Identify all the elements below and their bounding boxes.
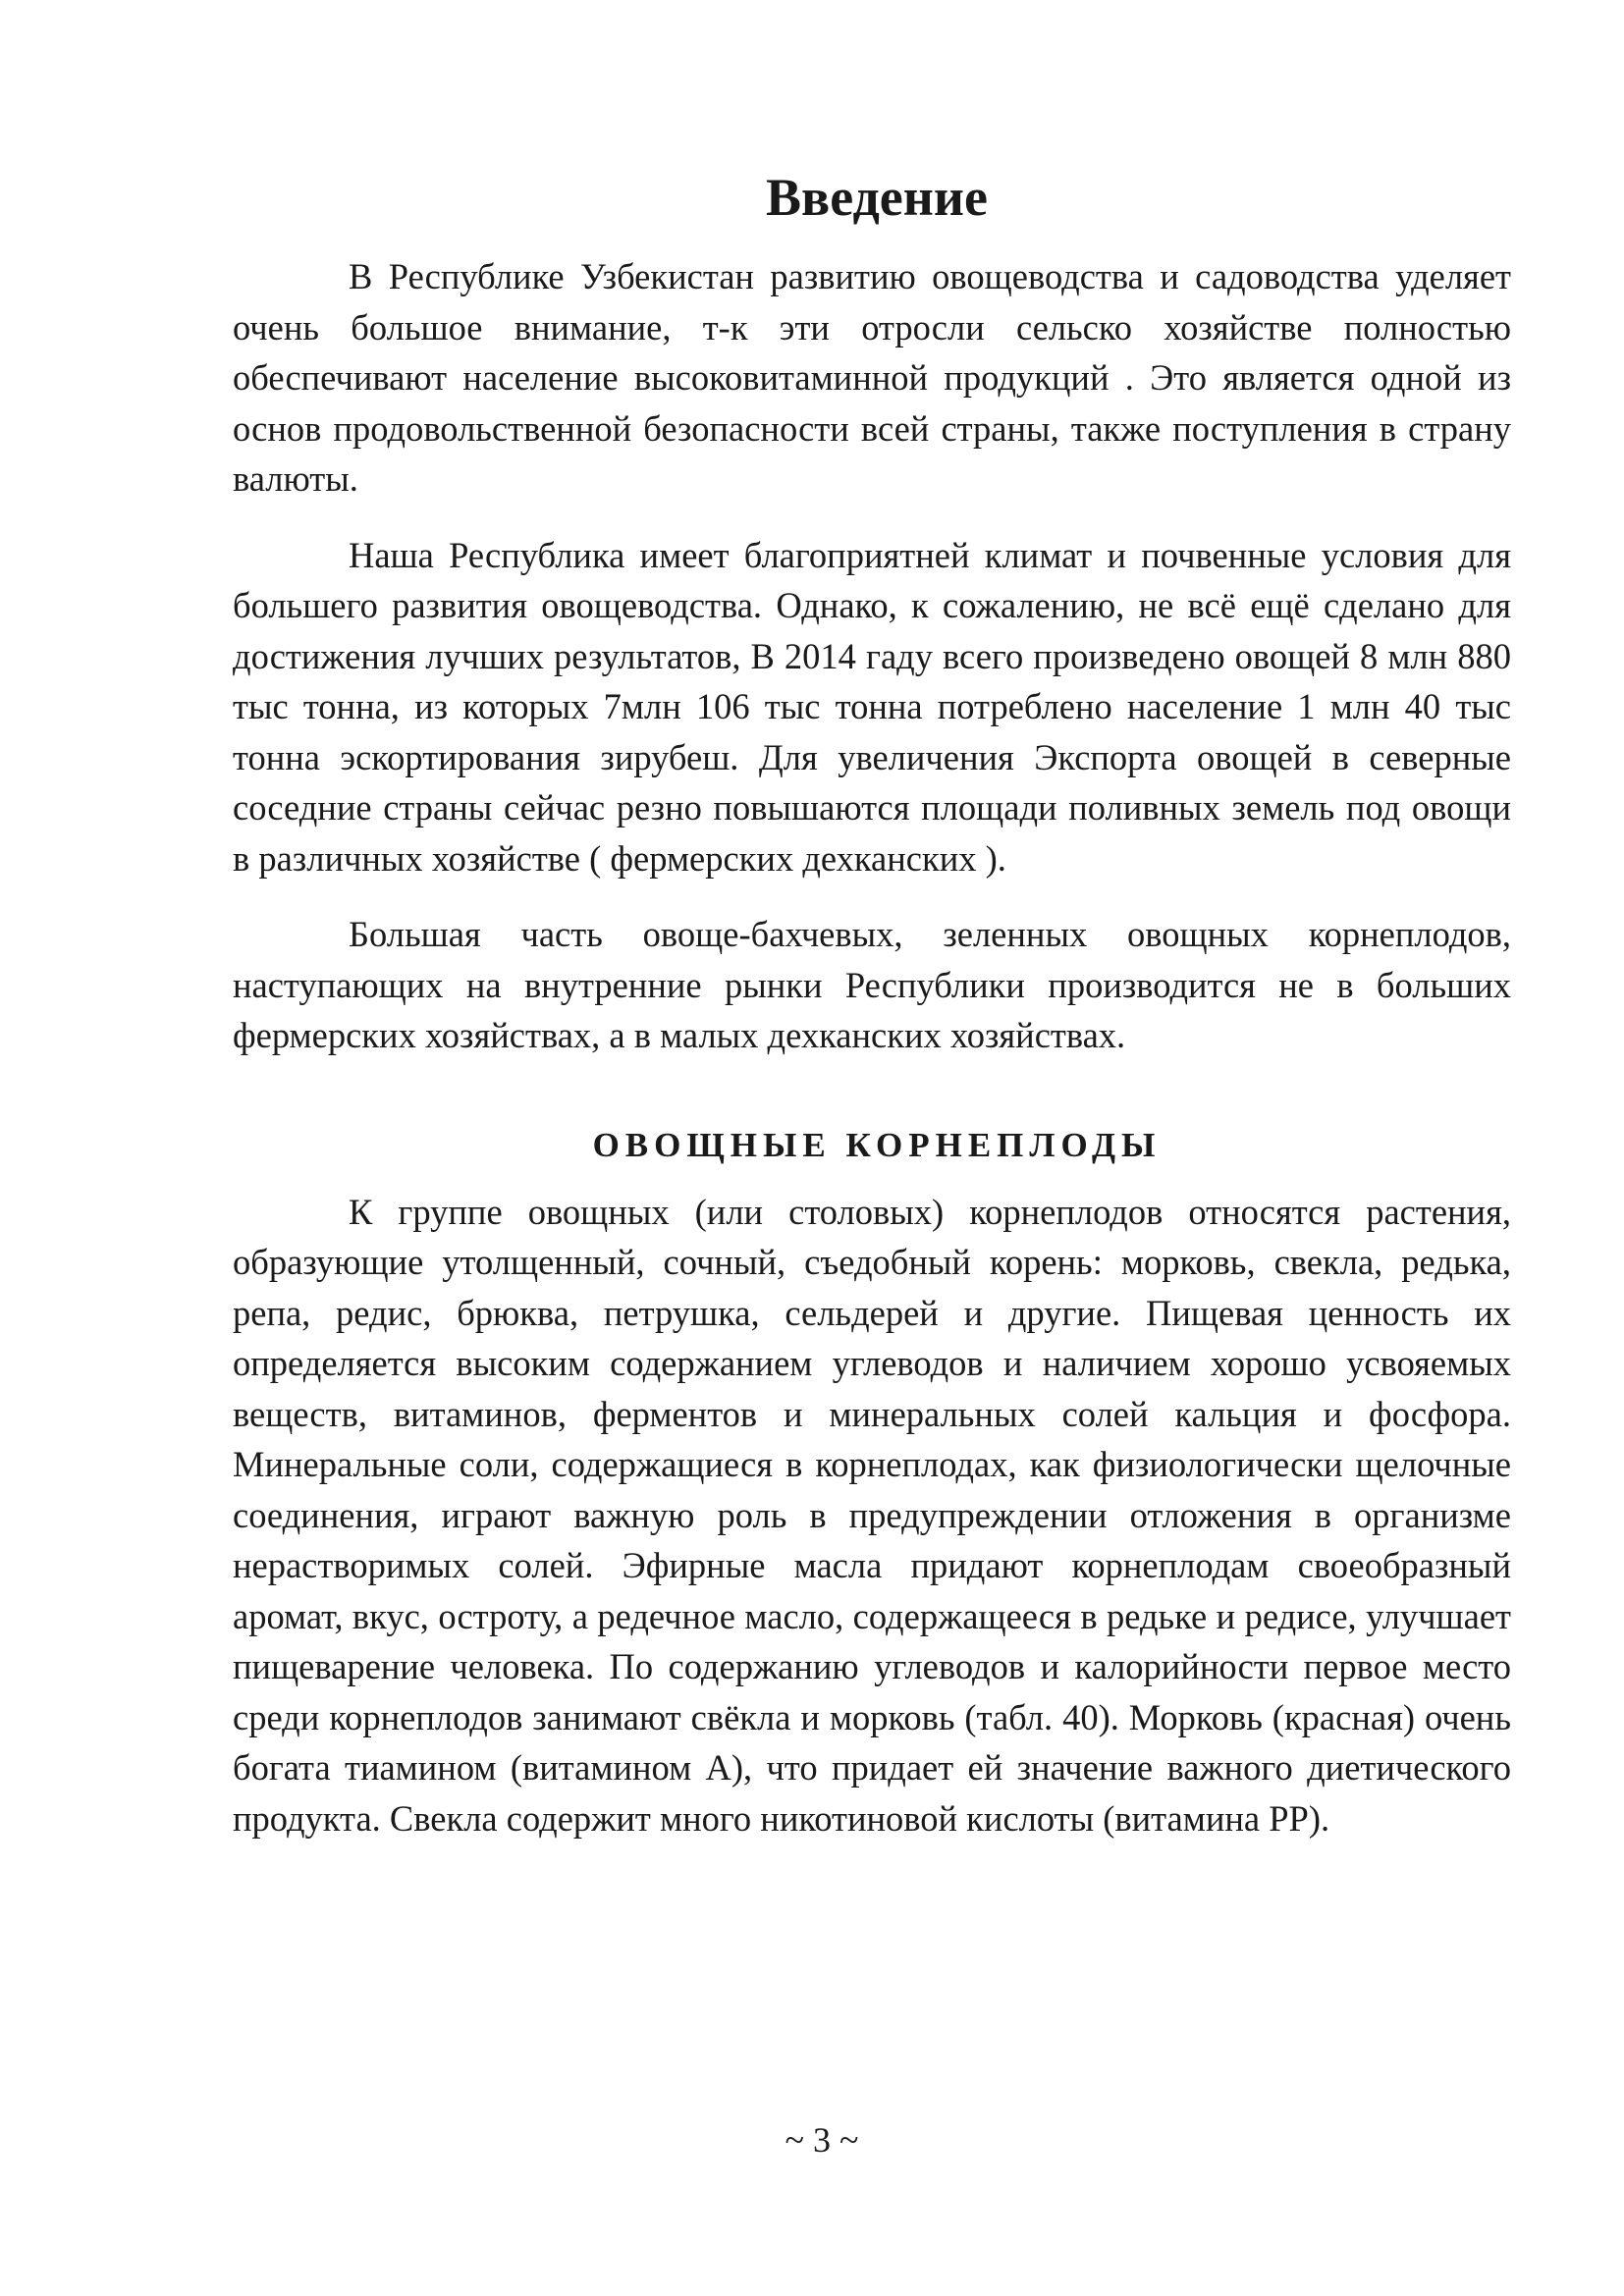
page-title: Введение — [766, 168, 988, 227]
section-heading: ОВОЩНЫЕ КОРНЕПЛОДЫ — [592, 1125, 1162, 1164]
intro-paragraph-1: В Республике Узбекистан развитию овощеводства и садоводства уделяет очень большое внимание, т-к эти отросли сельско хозяйстве полностью обеспечивают население высоковитаминной продукций . Это является одной из основ продовольственной безопасности всей страны, также поступления в страну валюты. — [233, 256, 1511, 499]
page-content — [233, 165, 1511, 1869]
intro-paragraph-2: Наша Республика имеет благоприятней климат и почвенные условия для большего развития овощеводства. Однако, к сожалению, не всё ещё сделано для достижения лучших результатов, В 2014 гаду всего произведено овощей 8 млн 880 тыс тонна, из которых 7млн 106 тыс тонна потреблено население 1 млн 40 тыс тонна эскортирования зирубеш. Для увеличения Экспорта овощей в северные соседние страны сейчас резно повышаются площади поливных земель под овощи в различных хозяйстве ( фермерских дехканских ). — [233, 534, 1511, 879]
intro-paragraph-3: Большая часть овоще-бахчевых, зеленных овощных корнеплодов, наступающих на внутренние рынки Республики производится не в больших фермерских хозяйствах, а в малых дехканских хозяйствах. — [233, 914, 1511, 1055]
page-number: ~ 3 ~ — [785, 2120, 859, 2160]
section-paragraph-1: К группе овощных (или столовых) корнеплодов относятся растения, образующие утолщенный, сочный, съедобный корень: морковь, свекла, редька, репа, редис, брюква, петрушка, сельдерей и другие. Пищевая ценность их определяется высоким содержанием углеводов и наличием хорошо усвояемых веществ, витаминов, ферментов и минеральных солей кальция и фосфора. Минеральные соли, содержащиеся в корнеплодах, как физиологически щелочные соединения, играют важную роль в предупреждении отложения в организме нерастворимых солей. Эфирные масла придают корнеплодам своеобразный аромат, вкус, остроту, а редечное масло, содержащееся в редьке и редисе, улучшает пищеварение человека. По содержанию углеводов и калорийности первое место среди корнеплодов занимают свёкла и морковь (табл. 40). Морковь (красная) очень богата тиамином (витамином А), что придает ей значение важного диетического продукта. Свекла содержит много никотиновой кислоты (витамина РР). — [233, 1191, 1511, 1839]
